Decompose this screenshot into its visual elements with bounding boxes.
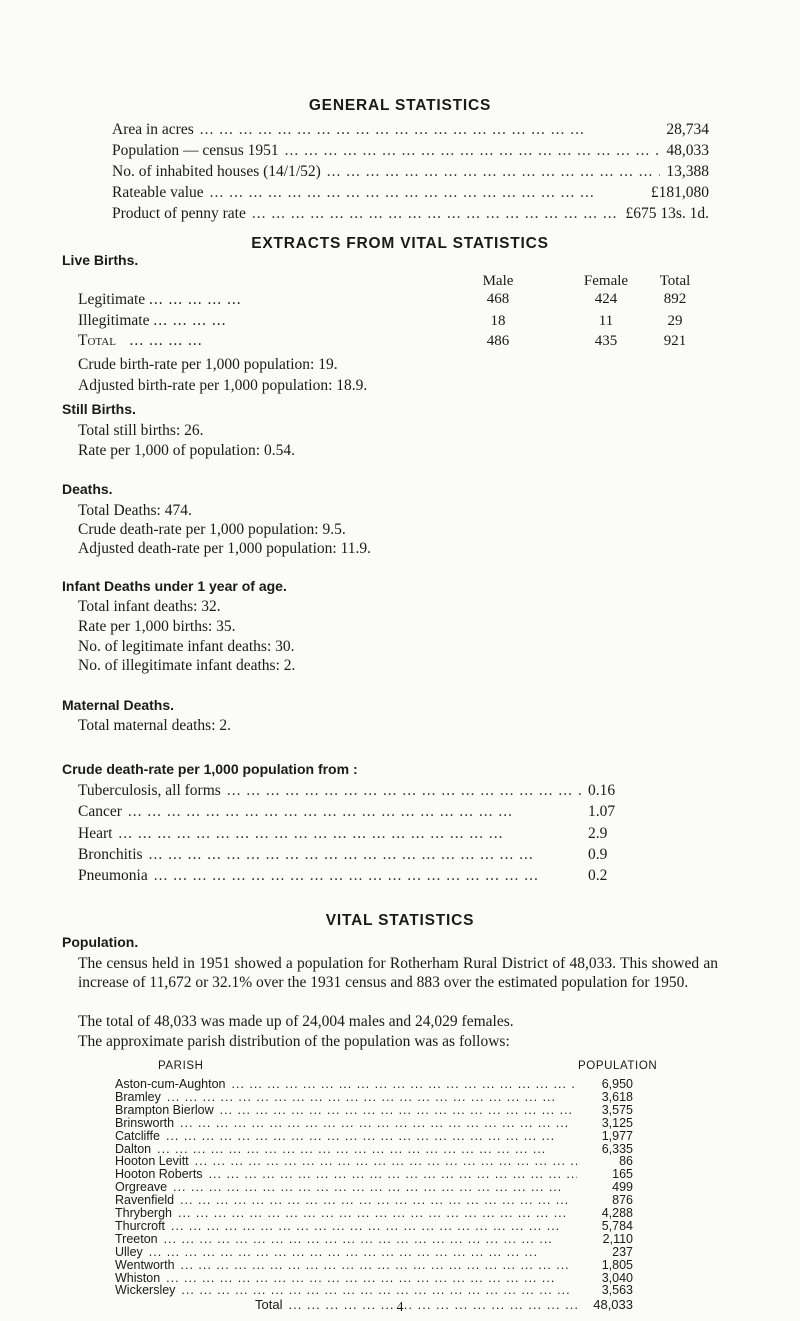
parish-row [115, 1206, 633, 1220]
col-male-header: Male [482, 273, 514, 289]
cause-row [78, 825, 632, 843]
cause-row [78, 867, 632, 885]
cause-label: Pneumonia [78, 867, 148, 884]
cause-row [78, 782, 632, 800]
cause-value: 0.16 [588, 782, 616, 799]
female-cell: 11 [598, 313, 614, 329]
deaths-heading: Deaths. [62, 481, 113, 497]
cause-value: 2.9 [588, 825, 608, 842]
parish-population: 1,977 [601, 1128, 633, 1143]
adjusted-death-rate: Adjusted death-rate per 1,000 population: 11.9. [78, 540, 371, 557]
parish-name: Ulley [115, 1244, 143, 1259]
table-row: Legitimate ... ... ... ... ... [78, 291, 242, 308]
infant-deaths-heading: Infant Deaths under 1 year of age. [62, 578, 287, 594]
general-row [112, 142, 709, 160]
male-cell: 486 [486, 333, 510, 349]
general-row-label: No. of inhabited houses (14/1/52) [112, 163, 321, 180]
parish-population: 3,040 [601, 1270, 633, 1285]
table-row: Illegitimate ... ... ... ... [78, 312, 227, 329]
parish-row [115, 1077, 633, 1091]
parish-population: 3,575 [601, 1102, 633, 1117]
parish-row [115, 1103, 633, 1117]
general-row-label: Product of penny rate [112, 205, 246, 222]
general-row [112, 184, 709, 202]
legitimate-infant-deaths: No. of legitimate infant deaths: 30. [78, 638, 295, 655]
parish-row [115, 1271, 633, 1285]
crude-death-rate: Crude death-rate per 1,000 population: 9.5. [78, 521, 346, 538]
male-cell: 18 [490, 313, 506, 329]
table-row: Total ... ... ... ... [78, 332, 203, 349]
parish-population: 237 [612, 1244, 633, 1259]
total-deaths: Total Deaths: 474. [78, 502, 192, 519]
parish-row [115, 1167, 633, 1181]
general-row [112, 121, 709, 139]
male-cell: 468 [486, 291, 510, 307]
parish-name: Whiston [115, 1270, 161, 1285]
cause-label: Cancer [78, 803, 122, 820]
parish-name: Brinsworth [115, 1115, 175, 1130]
parish-row [115, 1193, 633, 1207]
still-births-heading: Still Births. [62, 401, 136, 417]
total-cell: 29 [667, 313, 683, 329]
cause-label: Tuberculosis, all forms [78, 782, 221, 799]
parish-row [115, 1283, 633, 1297]
parish-name: Wickersley [115, 1283, 176, 1298]
cause-row [78, 803, 632, 821]
cause-row [78, 846, 632, 864]
crude-causes-heading: Crude death-rate per 1,000 population from : [62, 761, 358, 777]
parish-name: Thurcroft [115, 1218, 166, 1233]
parish-population: 5,784 [601, 1218, 633, 1233]
general-row-label: Area in acres [112, 121, 194, 138]
parish-name: Brampton Bierlow [115, 1102, 214, 1117]
parish-population: 2,110 [602, 1231, 633, 1246]
parish-name: Ravenfield [115, 1193, 175, 1208]
cause-label: Bronchitis [78, 846, 143, 863]
general-row-value: 13,388 [666, 163, 709, 180]
total-label: Total [255, 1297, 283, 1313]
maternal-deaths-total: Total maternal deaths: 2. [78, 717, 232, 734]
still-births-total: Total still births: 26. [78, 422, 204, 439]
parish-population: 876 [612, 1193, 633, 1208]
parish-row [115, 1180, 633, 1194]
parish-name: Thrybergh [115, 1206, 172, 1220]
total-cell: 892 [663, 291, 687, 307]
parish-population: 86 [619, 1154, 633, 1169]
vital-statistics-title: VITAL STATISTICS [325, 912, 475, 929]
parish-name: Hooton Roberts [115, 1167, 203, 1182]
general-row-value: 48,033 [666, 142, 709, 159]
general-statistics-title: GENERAL STATISTICS [308, 97, 492, 114]
parish-row [115, 1116, 633, 1130]
general-row-value: £675 13s. 1d. [625, 205, 709, 222]
parish-row [115, 1258, 633, 1272]
parish-population: 499 [612, 1180, 633, 1195]
parish-name: Treeton [115, 1231, 158, 1246]
female-cell: 435 [594, 333, 618, 349]
col-female-header: Female [583, 273, 629, 289]
infant-deaths-rate: Rate per 1,000 births: 35. [78, 618, 236, 635]
parish-population: 3,618 [601, 1089, 633, 1104]
parish-population: 4,288 [601, 1206, 633, 1220]
cause-label: Heart [78, 825, 113, 842]
general-row [112, 205, 709, 223]
still-births-rate: Rate per 1,000 of population: 0.54. [78, 442, 295, 459]
adjusted-birth-rate: Adjusted birth-rate per 1,000 population: 18.9. [78, 377, 368, 394]
general-row-value: 28,734 [666, 121, 709, 138]
parish-population: 1,805 [601, 1257, 633, 1272]
infant-deaths-total: Total infant deaths: 32. [78, 598, 221, 615]
parish-row [115, 1219, 633, 1233]
parish-row [115, 1232, 633, 1246]
parish-name: Wentworth [115, 1257, 175, 1272]
page-number: 4 [396, 1300, 404, 1315]
parish-population: 165 [612, 1167, 633, 1182]
general-row [112, 163, 709, 181]
population-paragraph-1: The census held in 1951 showed a population for Rotherham Rural District of 48,033. This showed an increase of 11,672 or 32.1% over the 1931 census and 883 over the estimated population for 1950. [78, 955, 718, 991]
total-value: 48,033 [593, 1297, 633, 1313]
total-cell: 921 [663, 333, 687, 349]
live-births-heading: Live Births. [62, 252, 139, 268]
extracts-title: EXTRACTS FROM VITAL STATISTICS [251, 235, 549, 252]
parish-row [115, 1245, 633, 1259]
cause-value: 0.2 [588, 867, 608, 884]
crude-birth-rate: Crude birth-rate per 1,000 population: 19. [78, 356, 338, 373]
parish-name: Aston-cum-Aughton [115, 1077, 226, 1091]
parish-population: 6,335 [601, 1141, 633, 1156]
population-paragraph-2: The total of 48,033 was made up of 24,004 males and 24,029 females. [78, 1013, 514, 1030]
parish-row [115, 1090, 633, 1104]
general-row-label: Rateable value [112, 184, 204, 201]
parish-row [115, 1129, 633, 1143]
parish-name: Orgreave [115, 1180, 168, 1195]
parish-population: 6,950 [601, 1077, 633, 1091]
general-row-value: £181,080 [650, 184, 709, 201]
col-total-header: Total [659, 273, 691, 289]
cause-value: 0.9 [588, 846, 608, 863]
parish-name: Hooton Levitt [115, 1154, 189, 1169]
female-cell: 424 [594, 291, 618, 307]
cause-value: 1.07 [588, 803, 616, 820]
parish-name: Catcliffe [115, 1128, 160, 1143]
parish-population: 3,563 [601, 1283, 633, 1298]
population-heading: Population. [62, 934, 139, 950]
row-label: Total [78, 332, 116, 349]
row-label: Legitimate [78, 291, 146, 308]
row-label: Illegitimate [78, 312, 150, 329]
parish-population: 3,125 [601, 1115, 633, 1130]
population-paragraph-3: The approximate parish distribution of the population was as follows: [78, 1033, 510, 1050]
parish-name: Dalton [115, 1141, 152, 1156]
parish-column-header: PARISH [158, 1060, 204, 1072]
parish-name: Bramley [115, 1089, 161, 1104]
population-column-header: POPULATION [578, 1060, 658, 1072]
parish-row [115, 1154, 633, 1168]
illegitimate-infant-deaths: No. of illegitimate infant deaths: 2. [78, 657, 296, 674]
parish-row [115, 1142, 633, 1156]
general-row-label: Population — census 1951 [112, 142, 279, 159]
maternal-deaths-heading: Maternal Deaths. [62, 697, 175, 713]
